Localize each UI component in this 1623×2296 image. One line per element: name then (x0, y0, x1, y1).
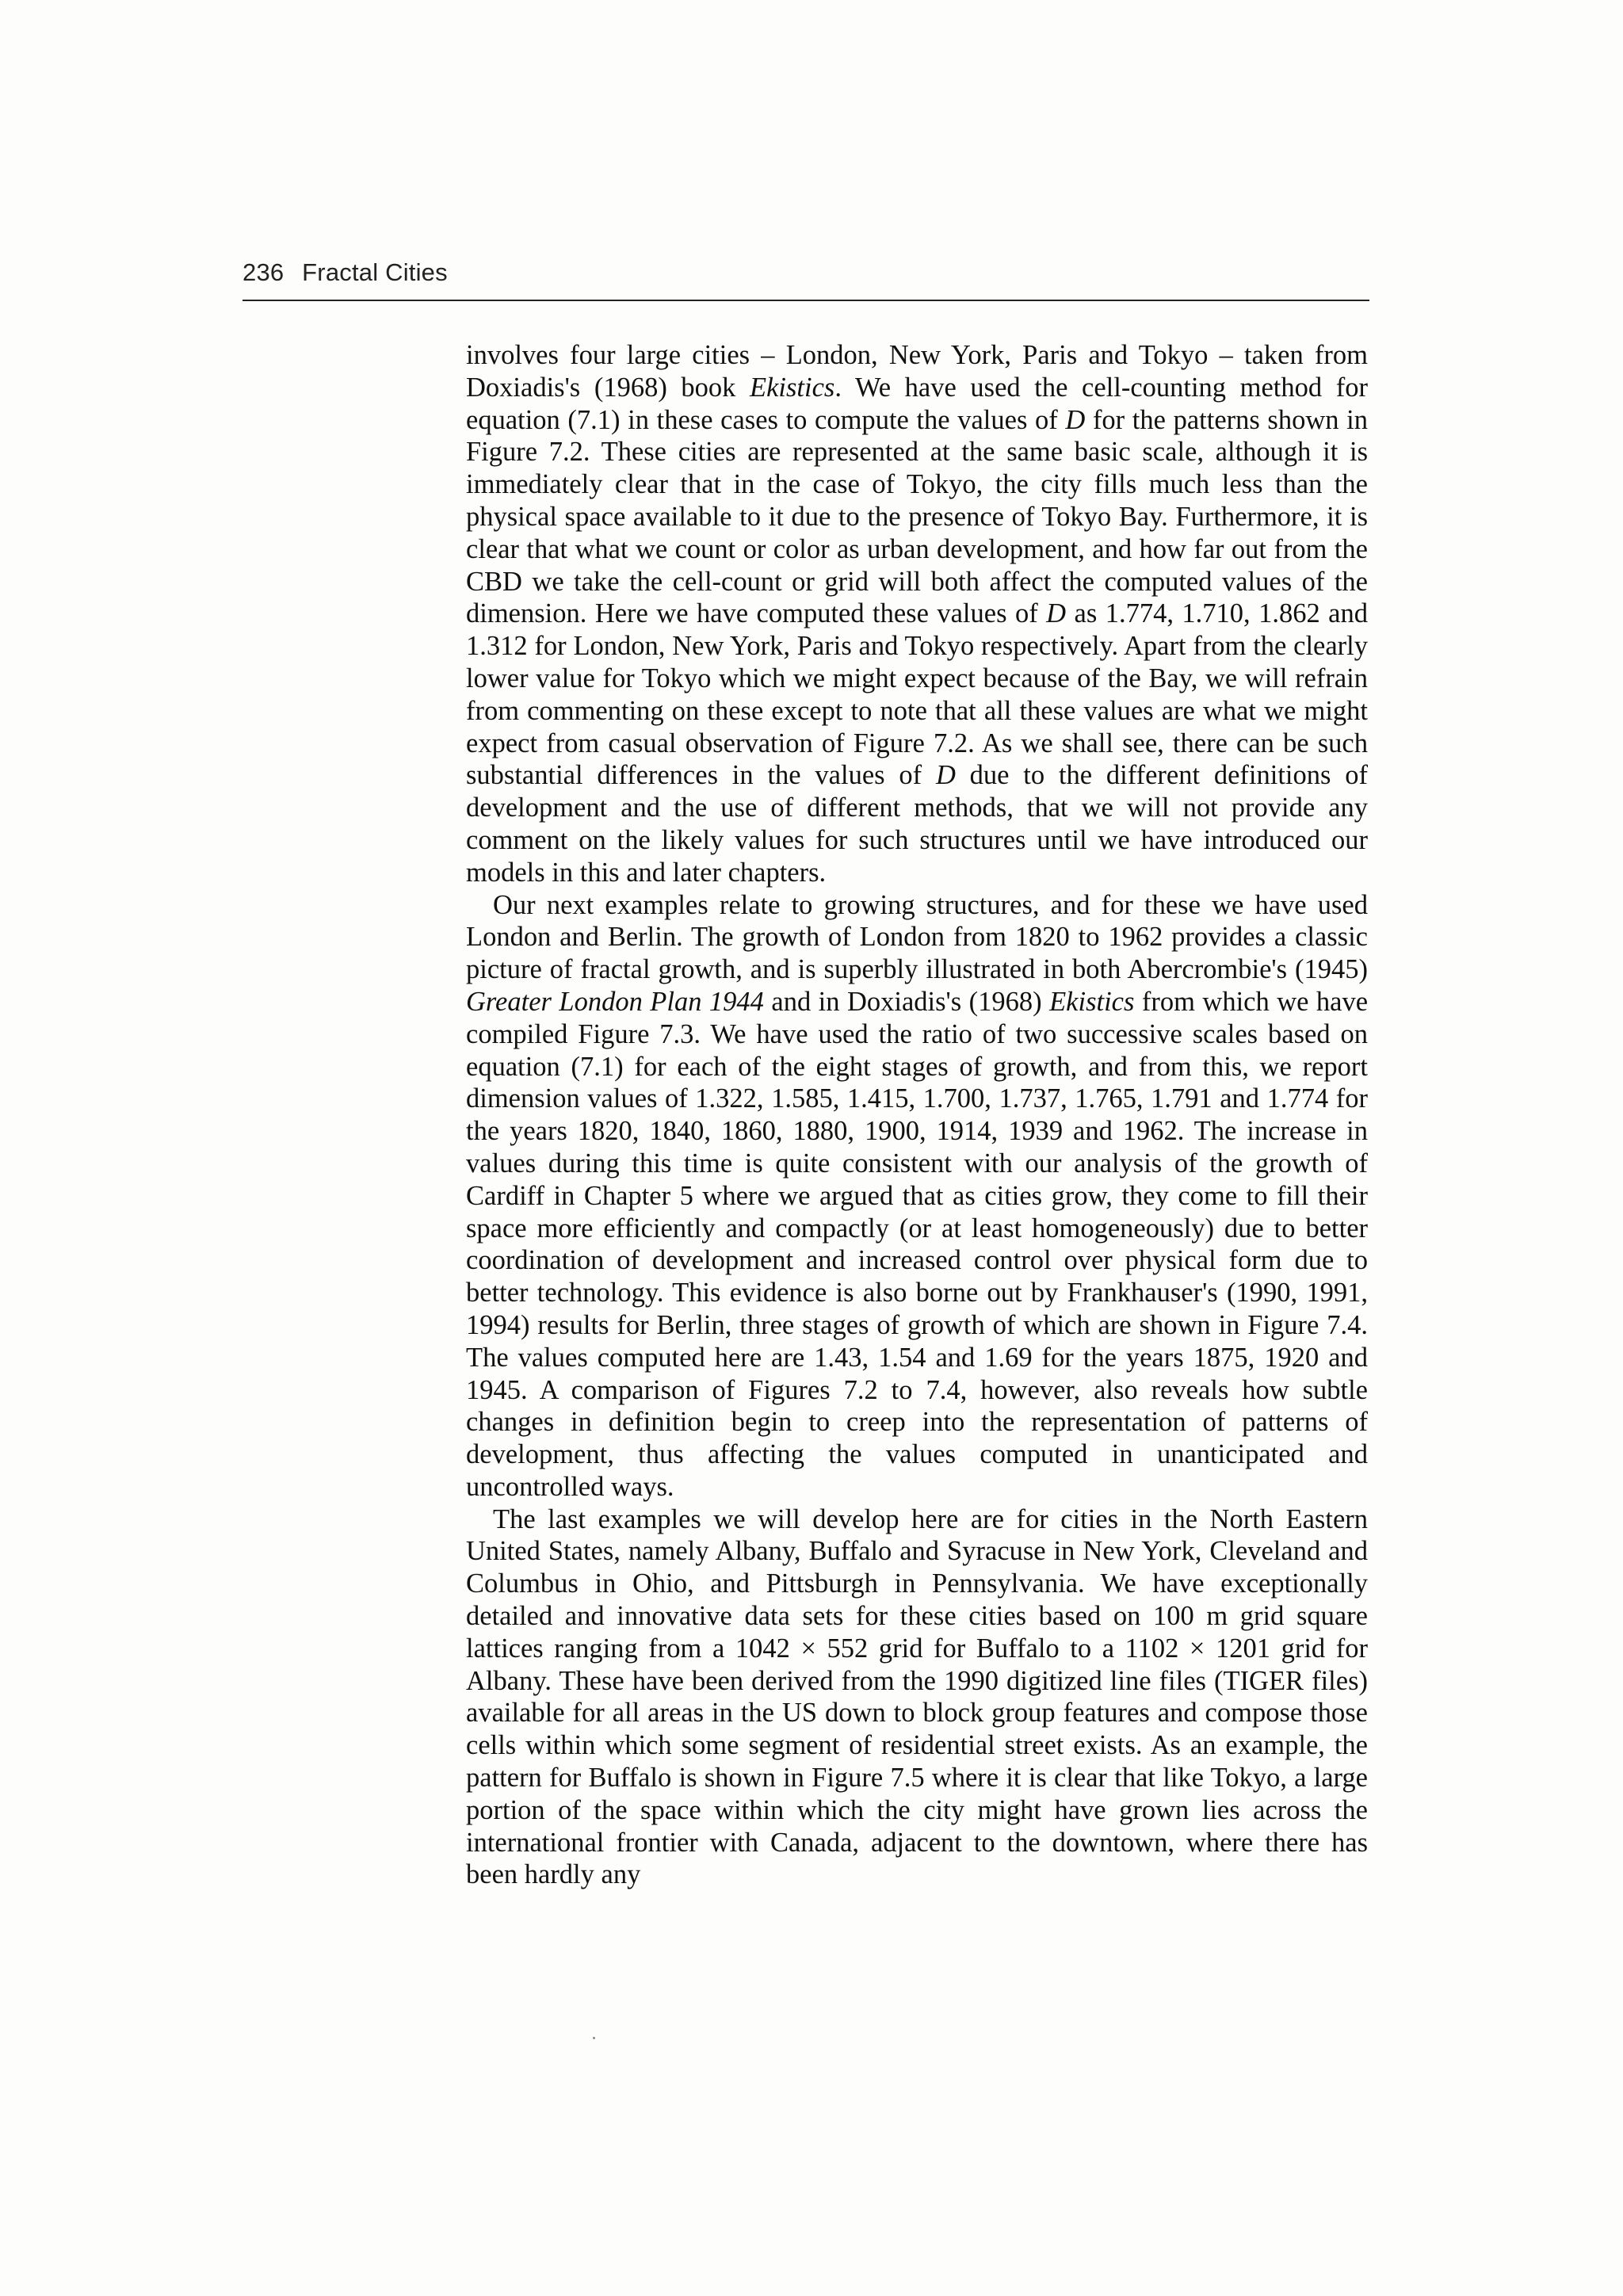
running-title: Fractal Cities (302, 258, 448, 286)
text-run: from which we have compiled Figure 7.3. We have used the ratio of two successive scales based on equation (7.1) for each of the eight stages of growth, and from this, we report dimension values of 1.322, 1.585, 1.415, 1.700, 1.737, 1.765, 1.791 and 1.774 for the years 1820, 1840, 1860, 1880, 1900, 1914, 1939 and 1962. The increase in values during this time is quite consistent with our analysis of the growth of Cardiff in Chapter 5 where we argued that as cities grow, they come to fill their space more efficiently and compactly (or at least homogeneously) due to better coordination of development and increased control over physical form due to better technology. This evidence is also borne out by Frankhauser's (1990, 1991, 1994) results for Berlin, three stages of growth of which are shown in Figure 7.4. The values computed here are 1.43, 1.54 and 1.69 for the years 1875, 1920 and 1945. A comparison of Figures 7.2 to 7.4, however, also reveals how subtle changes in definition begin to creep into the representation of patterns of development, thus affecting the values computed in unanticipated and uncontrolled ways. (466, 986, 1369, 1502)
text-run: . We have used the cell-counting method for equation (7.1) in these cases to compute the values of (466, 372, 1368, 435)
text-run: for the patterns shown in Figure 7.2. These cities are represented at the same basic scale, although it is immediately clear that in the case of Tokyo, the city fills much less than the physical space available to it due to the presence of Tokyo Bay. Furthermore, it is clear that what we count or color as urban development, and how far out from the CBD we take the cell-count or grid will both affect the computed values of the dimension. Here we have computed these values of (466, 404, 1368, 629)
page-number: 236 (242, 258, 285, 286)
body-text (466, 339, 1368, 1891)
header-rule (242, 300, 1369, 301)
paragraph (466, 889, 1368, 1503)
italic-text: Ekistics (750, 372, 835, 403)
text-run: due to the different definitions of development and the use of different methods, that we will not provide any comment on the likely values for such structures until we have introduced our models in this and later chapters. (466, 760, 1368, 888)
italic-text: D (1065, 404, 1086, 435)
text-run: The last examples we will develop here are for cities in the North Eastern United States, namely Albany, Buffalo and Syracuse in New York, Cleveland and Columbus in Ohio, and Pittsburgh in Pennsylvania. We have exceptionally detailed and innovative data sets for these cities based on 100 m grid square lattices ranging from a 1042 × 552 grid for Buffalo to a 1102 × 1201 grid for Albany. These have been derived from the 1990 digitized line files (TIGER files) available for all areas in the US down to block group features and compose those cells within which some segment of residential street exists. As an example, the pattern for Buffalo is shown in Figure 7.5 where it is clear that like Tokyo, a large portion of the space within which the city might have grown lies across the international frontier with Canada, adjacent to the downtown, where there has been hardly any (466, 1503, 1368, 1890)
running-head (242, 258, 448, 287)
text-run: and in Doxiadis's (1968) (763, 986, 1050, 1017)
text-run: Our next examples relate to growing structures, and for these we have used London and Berlin. The growth of London from 1820 to 1962 provides a classic picture of fractal growth, and is superbly illustrated in both Abercrombie's (1945) (466, 889, 1368, 985)
text-run: as 1.774, 1.710, 1.862 and 1.312 for London, New York, Paris and Tokyo respectively. Apart from the clearly lower value for Tokyo which we might expect because of the Bay, we will refrain from commenting on these except to note that all these values are what we might expect from casual observation of Figure 7.2. As we shall see, there can be such substantial differences in the values of (466, 598, 1368, 791)
italic-text: Greater London Plan 1944 (466, 986, 764, 1017)
italic-text: D (1046, 598, 1067, 629)
text-run: involves four large cities – London, New York, Paris and Tokyo – taken from Doxiadis's (1968) book (466, 340, 1368, 403)
scan-speck (593, 2037, 595, 2039)
italic-text: Ekistics (1049, 986, 1135, 1017)
paragraph (466, 1503, 1368, 1892)
italic-text: D (935, 760, 956, 791)
paragraph (466, 339, 1368, 889)
